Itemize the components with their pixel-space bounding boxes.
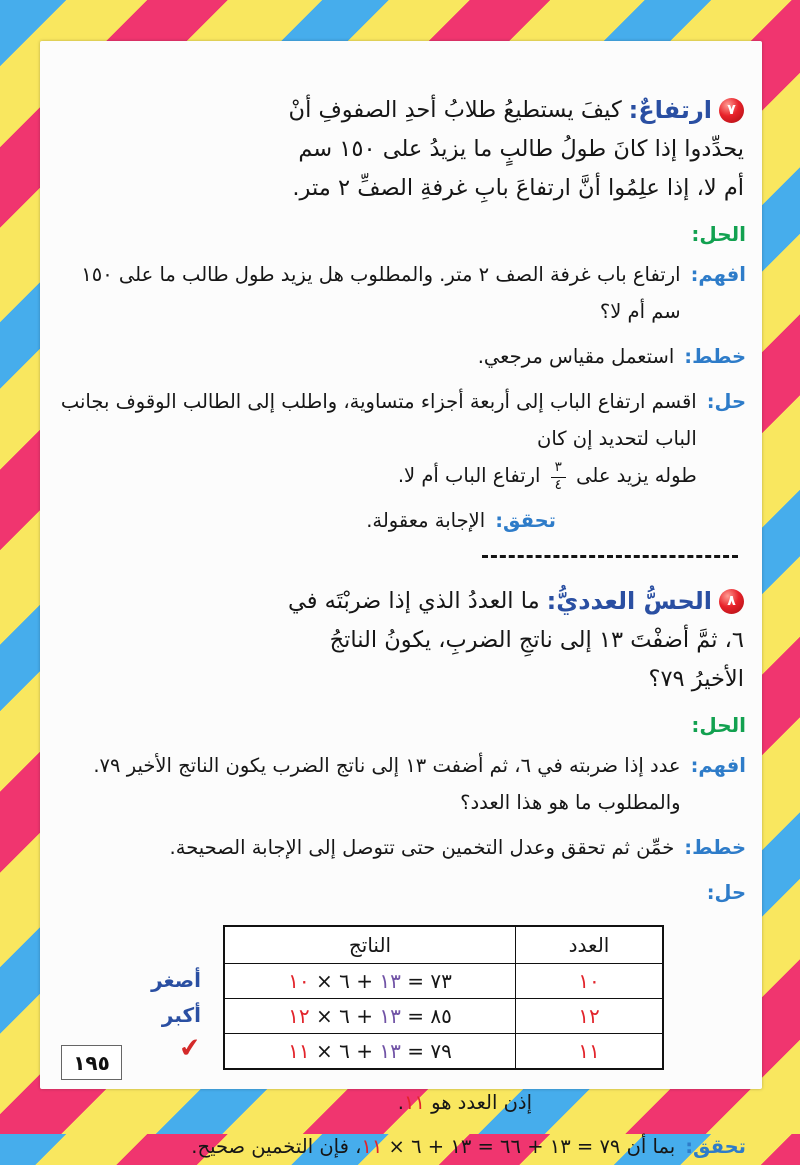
step-plan-label: خطط:: [684, 345, 746, 368]
eq-guess: ١٠: [288, 969, 310, 993]
step-understand: [54, 256, 746, 330]
problem-7-title: ارتفاعٌ:: [628, 96, 712, 124]
page-number: ١٩٥: [73, 1050, 110, 1075]
eq-result: ٧٣: [430, 969, 452, 993]
problem-7-text-1: كيفَ يستطيعُ طلابُ أحدِ الصفوفِ أنْ: [288, 97, 622, 123]
number-cell: ١٠: [516, 964, 664, 999]
eq-result: ٨٥: [430, 1004, 452, 1028]
step-plan-text: استعمل مقياس مرجعي.: [477, 345, 675, 368]
times-sign: ×: [316, 1004, 333, 1028]
problem-7-text-3: أم لا، إذا علِمُوا أنَّ ارتفاعَ بابِ غرفةِ الصفِّ ٢ متر.: [292, 175, 744, 201]
equation: [288, 969, 452, 993]
annotation-smaller: أصغر: [151, 967, 201, 992]
result-cell: [224, 964, 516, 999]
step-plan: [54, 829, 746, 866]
eq-result: ٧٩: [430, 1038, 452, 1063]
problem-7-text-2: يحدِّدوا إذا كانَ طولُ طالبٍ ما يزيدُ على ١٥٠ سم: [298, 136, 744, 162]
conclusion-period: .: [397, 1090, 404, 1114]
page-content: [40, 41, 762, 1158]
equals-sign: =: [407, 1004, 424, 1028]
conclusion-value: ١١: [403, 1090, 425, 1114]
page-number-box: [61, 1045, 122, 1080]
step-understand-text: عدد إذا ضربته في ٦، ثم أضفت ١٣ إلى ناتج الضرب يكون الناتج الأخير ٧٩. والمطلوب ما هو هذا العدد؟: [93, 754, 681, 814]
scanned-page: [40, 41, 762, 1158]
step-understand: [54, 747, 746, 821]
eq-addend: ١٣: [379, 1004, 401, 1028]
problem-number-badge: ٨: [719, 589, 744, 614]
times-sign: ×: [316, 969, 333, 993]
solution-heading: الحل:: [691, 713, 746, 737]
step-check: [54, 502, 556, 539]
step-check-label: تحقق:: [685, 1134, 746, 1158]
check-equation: [361, 1135, 620, 1158]
fraction-denominator: ٤: [554, 476, 562, 493]
table-side-annotations: [151, 925, 201, 1070]
step-check: [54, 1128, 746, 1165]
eq-multiplier: ٦: [339, 969, 350, 993]
step-solve-label: حل:: [706, 390, 746, 413]
step-plan-label: خطط:: [684, 836, 746, 859]
number-cell: ١٢: [516, 999, 664, 1034]
check-eq-body: ٧٩ = ١٣ + ٦٦ = ١٣ + ٦ ×: [382, 1134, 621, 1158]
section-gap: [54, 558, 748, 582]
step-solve-label: حل:: [706, 881, 746, 904]
step-plan-text: خمِّن ثم تحقق وعدل التخمين حتى تتوصل إلى الإجابة الصحيحة.: [169, 836, 675, 859]
solve-text-part2a: طوله يزيد على: [576, 464, 697, 487]
column-header-number: العدد: [516, 926, 664, 964]
solution-heading: الحل:: [691, 222, 746, 246]
guess-check-table-zone: [54, 925, 664, 1070]
solve-text-part2b: ارتفاع الباب أم لا.: [397, 464, 541, 487]
fraction-three-quarters: [551, 460, 566, 493]
eq-addend: ١٣: [379, 1038, 401, 1063]
number-cell: ١١: [516, 1034, 664, 1069]
times-sign: ×: [316, 1038, 333, 1063]
equals-sign: =: [407, 1038, 424, 1063]
result-cell: [224, 1034, 516, 1069]
table-row: [224, 964, 663, 999]
problem-8-text-1: ما العددُ الذي إذا ضربْتَه في: [287, 588, 540, 614]
step-solve: [54, 383, 746, 494]
annotation-larger: أكبر: [161, 1002, 201, 1027]
problem-7-statement: [288, 91, 744, 208]
step-solve-text: [54, 383, 697, 494]
solve-text-part1: اقسم ارتفاع الباب إلى أربعة أجزاء متساوية، واطلب إلى الطالب الوقوف بجانب الباب لتحديد إن كان: [60, 390, 697, 450]
step-check-text: الإجابة معقولة.: [366, 509, 486, 532]
problem-8-line-1: [287, 582, 744, 621]
problem-8-statement: [287, 582, 744, 699]
problem-8: [54, 582, 748, 1165]
equals-sign: =: [407, 969, 424, 993]
fraction-numerator: ٣: [551, 460, 566, 478]
plus-sign: +: [356, 1004, 374, 1028]
table-header-row: [224, 926, 663, 964]
step-plan: [54, 338, 746, 375]
conclusion-line: [54, 1086, 532, 1120]
problem-8-text-3: الأخيرُ ٧٩؟: [648, 666, 744, 692]
table-row: [224, 999, 663, 1034]
equation: [288, 1004, 452, 1028]
step-check-label: تحقق:: [495, 509, 556, 532]
check-mark-icon: ✔: [177, 1031, 203, 1065]
eq-guess: ١٢: [288, 1004, 310, 1028]
eq-addend: ١٣: [379, 969, 401, 993]
problem-8-text-2: ٦، ثمَّ أضفْتَ ١٣ إلى ناتجِ الضربِ، يكونُ الناتجُ: [329, 627, 744, 653]
problem-7: [54, 91, 748, 558]
problem-number-badge: ٧: [719, 98, 744, 123]
problem-8-title: الحسُّ العدديُّ:: [546, 587, 712, 615]
result-cell: [224, 999, 516, 1034]
plus-sign: +: [356, 1038, 374, 1063]
eq-multiplier: ٦: [339, 1004, 350, 1028]
column-header-result: الناتج: [224, 926, 516, 964]
eq-guess: ١١: [288, 1038, 310, 1063]
step-understand-text: ارتفاع باب غرفة الصف ٢ متر. والمطلوب هل يزيد طول طالب ما على ١٥٠ سم أم لا؟: [81, 263, 681, 323]
equation: [288, 1039, 452, 1063]
step-understand-label: افهم:: [690, 263, 746, 286]
problem-7-line-1: [288, 91, 744, 130]
check-suffix: ، فإن التخمين صحيح.: [191, 1134, 362, 1158]
plus-sign: +: [356, 969, 374, 993]
guess-check-table: [223, 925, 664, 1070]
step-understand-label: افهم:: [690, 754, 746, 777]
check-prefix: بما أن: [626, 1134, 676, 1158]
step-check-text: [54, 1128, 675, 1165]
conclusion-text: إذن العدد هو: [431, 1090, 532, 1114]
step-solve: [54, 874, 746, 911]
check-eq-value: ١١: [361, 1134, 383, 1158]
table-row: [224, 1034, 663, 1069]
eq-multiplier: ٦: [339, 1038, 350, 1063]
